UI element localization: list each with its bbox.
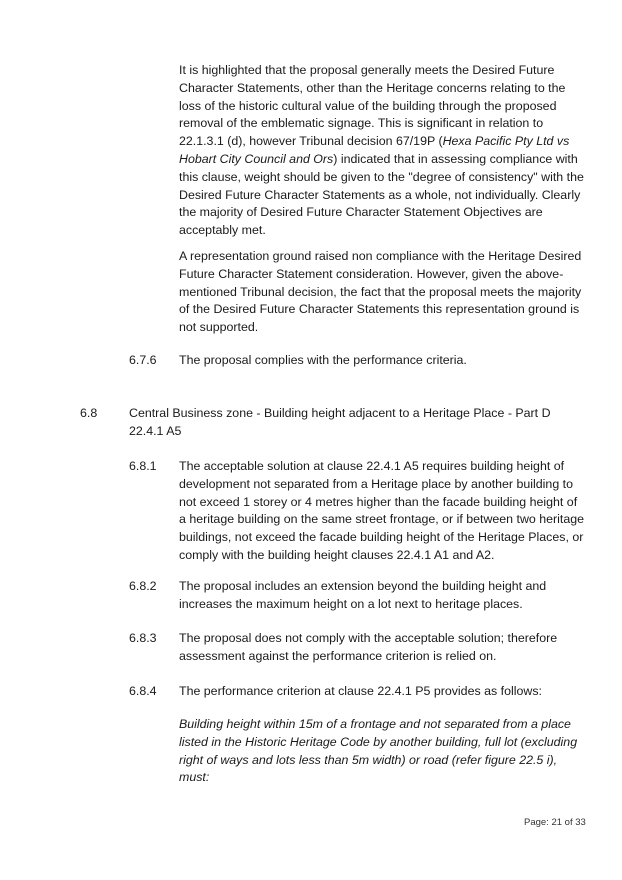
item-text: The proposal includes an extension beyond the building height and increases the maximum height on a lot next to heritage places. — [179, 579, 547, 611]
section-heading — [129, 405, 589, 441]
paragraph-text: It is highlighted that the proposal generally meets the Desired Future Character Statements, other than the Heritage concerns relating to the loss of the historic cultural value of the building through the proposed removal of the emblematic signage. This is significant in relation to 22.1.3.1 (d), however Tribunal decision 67/19P ( — [179, 63, 566, 149]
paragraph-desired-future-character — [179, 62, 584, 240]
section-heading-line: 22.4.1 A5 — [129, 423, 182, 438]
item-text: The performance criterion at clause 22.4.1 P5 provides as follows: — [179, 684, 542, 698]
paragraph-representation-ground — [179, 248, 584, 337]
item-number: 6.7.6 — [129, 353, 157, 367]
quoted-performance-criterion: Building height within 15m of a frontage and not separated from a place listed in the Historic Heritage Code by another building, full lot (excluding right of ways and lots less than 5m width) or road (refer figure 22.5 i), must: — [179, 717, 578, 785]
item-text: The acceptable solution at clause 22.4.1 A5 requires building height of development not separated from a Heritage place by another building to not exceed 1 storey or 4 metres higher than the facade building height of a heritage building on the same street frontage, or if between two heritage buildings, not exceed the facade building height of the Heritage Places, or comply with the building height clauses 22.4.1 A1 and A2. — [179, 459, 585, 562]
item-text: The proposal complies with the performance criteria. — [179, 353, 467, 367]
item-number: 6.8.4 — [129, 684, 157, 698]
item-number: 6.8.3 — [129, 631, 157, 645]
item-number: 6.8.1 — [129, 459, 157, 473]
case-citation: Hexa Pacific Pty Ltd vs Hobart City Council and Ors — [179, 134, 570, 166]
paragraph-text: ) indicated that in assessing compliance with this clause, weight should be given to the "degree of consistency" with the Desired Future Character Statements as a whole, not individually. Clearly the majority of Desired Future Character Statement Objectives are acceptably met. — [179, 151, 584, 238]
item-text: The proposal does not comply with the acceptable solution; therefore assessment against the performance criterion is relied on. — [179, 631, 558, 663]
paragraph-text: A representation ground raised non compliance with the Heritage Desired Future Character Statement consideration. However, given the above-mentioned Tribunal decision, the fact that the proposal meets the majority of the Desired Future Character Statements this representation ground is not supported. — [179, 249, 582, 335]
section-number: 6.8 — [80, 406, 98, 420]
item-number: 6.8.2 — [129, 579, 157, 593]
section-heading-line: Central Business zone - Building height adjacent to a Heritage Place - Part D — [129, 406, 551, 420]
page-number: Page: 21 of 33 — [524, 817, 586, 828]
